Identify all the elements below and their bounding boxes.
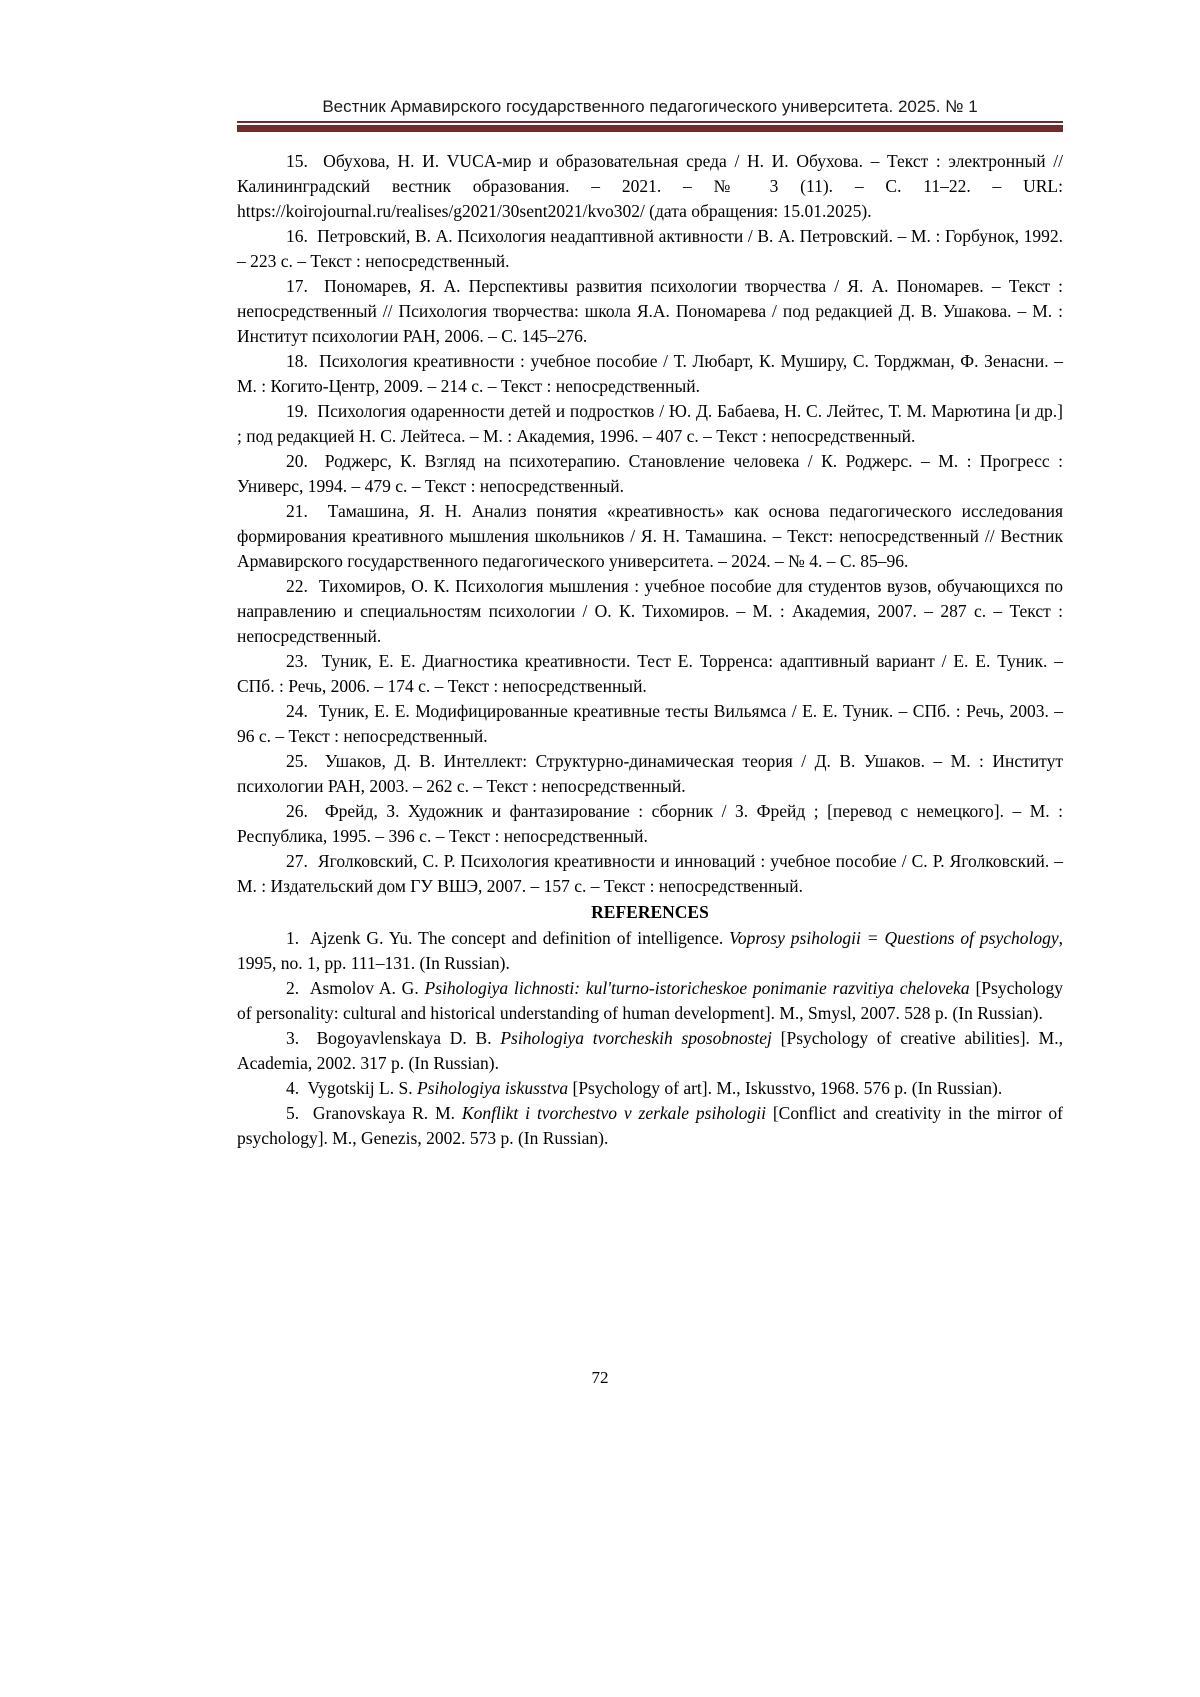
references-heading: REFERENCES [591,902,709,922]
reference-title-italic: Psihologiya lichnosti: kul'turno-istoricheskoe ponimanie razvitiya cheloveka [424,978,970,998]
reference-text: 5. Granovskaya R. M. [286,1103,462,1123]
reference-item-en [237,1026,1063,1076]
references-en-list [237,926,1063,1151]
page-number: 72 [591,1368,609,1387]
reference-item-ru: 25. Ушаков, Д. В. Интеллект: Структурно-динамическая теория / Д. В. Ушаков. – М. : Институт психологии РАН, 2003. – 262 с. – Текст : непосредственный. [237,751,1063,796]
reference-item-en [237,1101,1063,1151]
reference-title-italic: Psihologiya tvorcheskih sposobnostej [500,1028,772,1048]
running-header [237,0,1063,132]
reference-text: 4. Vygotskij L. S. [286,1078,417,1098]
header-rule-thin [237,121,1063,123]
reference-text: [Psychology of art]. M., Iskusstvo, 1968. 576 p. (In Russian). [568,1078,1003,1098]
reference-item-ru: 27. Яголковский, С. Р. Психология креативности и инноваций : учебное пособие / С. Р. Яголковский. – М. : Издательский дом ГУ ВШЭ, 2007. – 157 с. – Текст : непосредственный. [237,851,1063,896]
reference-title-italic: Konflikt i tvorchestvo v zerkale psihologii [461,1103,766,1123]
reference-title-italic: Voprosy psihologii = Questions of psychology [729,928,1059,948]
reference-item-ru: 21. Тамашина, Я. Н. Анализ понятия «креативность» как основа педагогического исследования формирования креативного мышления школьников / Я. Н. Тамашина. – Текст: непосредственный // Вестник Армавирского государственного педагогического университета. – 2024. – № 4. – С. 85–96. [237,501,1063,571]
reference-item-ru: 23. Туник, Е. Е. Диагностика креативности. Тест Е. Торренса: адаптивный вариант / Е. Е. Туник. – СПб. : Речь, 2006. – 174 с. – Текст : непосредственный. [237,651,1063,696]
reference-item-ru: 18. Психология креативности : учебное пособие / Т. Любарт, К. Муширу, С. Торджман, Ф. Зенасни. – М. : Когито-Центр, 2009. – 214 с. – Текст : непосредственный. [237,351,1063,396]
reference-text: [Conflict and creativity in the mirror of psychology]. M., Genezis, 2002. 573 p. (In Russian). [237,1103,1064,1148]
reference-item-en [237,1076,1063,1101]
reference-text: 3. Bogoyavlenskaya D. B. [286,1028,501,1048]
reference-title-italic: Psihologiya iskusstva [416,1078,569,1098]
reference-item-ru: 24. Туник, Е. Е. Модифицированные креативные тесты Вильямса / Е. Е. Туник. – СПб. : Речь, 2003. – 96 с. – Текст : непосредственный. [237,701,1063,746]
reference-text: 2. Asmolov A. G. [286,978,425,998]
page-content [237,0,1063,1151]
reference-item-ru: 16. Петровский, В. А. Психология неадаптивной активности / В. А. Петровский. – М. : Горбунок, 1992. – 223 с. – Текст : непосредственный. [237,226,1063,271]
journal-title: Вестник Армавирского государственного педагогического университета. 2025. № 1 [322,97,978,116]
bibliography [237,149,1063,1151]
reference-text: [Psychology of personality: cultural and historical understanding of human development]. M., Smysl, 2007. 528 p. (In Russian). [237,978,1063,1023]
reference-text: 1. Ajzenk G. Yu. The concept and definition of intelligence. [286,928,730,948]
bibliography-ru-list [237,149,1063,899]
reference-item-ru: 22. Тихомиров, О. К. Психология мышления : учебное пособие для студентов вузов, обучающихся по направлению и специальностям психологии / О. К. Тихомиров. – М. : Академия, 2007. – 287 с. – Текст : непосредственный. [237,576,1063,646]
reference-item-ru: 17. Пономарев, Я. А. Перспективы развития психологии творчества / Я. А. Пономарев. – Текст : непосредственный // Психология творчества: школа Я.А. Пономарева / под редакцией Д. В. Ушакова. – М. : Институт психологии РАН, 2006. – С. 145–276. [237,276,1063,346]
reference-item-ru: 15. Обухова, Н. И. VUCA-мир и образовательная среда / Н. И. Обухова. – Текст : электронный // Калининградский вестник образования. – 2021. – № 3 (11). – С. 11–22. – URL: https://koirojournal.ru/realises/g2021/30sent2021/kvo302/ (дата обращения: 15.01.2025). [237,151,1063,221]
reference-text: , 1995, no. 1, pp. 111–131. (In Russian). [237,928,1063,973]
reference-item-ru: 20. Роджерс, К. Взгляд на психотерапию. Становление человека / К. Роджерс. – М. : Прогресс : Универс, 1994. – 479 с. – Текст : непосредственный. [237,451,1063,496]
reference-item-ru: 26. Фрейд, З. Художник и фантазирование : сборник / З. Фрейд ; [перевод с немецкого]. – М. : Республика, 1995. – 396 с. – Текст : непосредственный. [237,801,1063,846]
reference-text: [Psychology of creative abilities]. M., Academia, 2002. 317 p. (In Russian). [237,1028,1063,1073]
reference-item-ru: 19. Психология одаренности детей и подростков / Ю. Д. Бабаева, Н. С. Лейтес, Т. М. Марютина [и др.] ; под редакцией Н. С. Лейтеса. – М. : Академия, 1996. – 407 с. – Текст : непосредственный. [237,401,1063,446]
reference-item-en [237,926,1063,976]
header-rule-thick [237,125,1063,132]
reference-item-en [237,976,1063,1026]
